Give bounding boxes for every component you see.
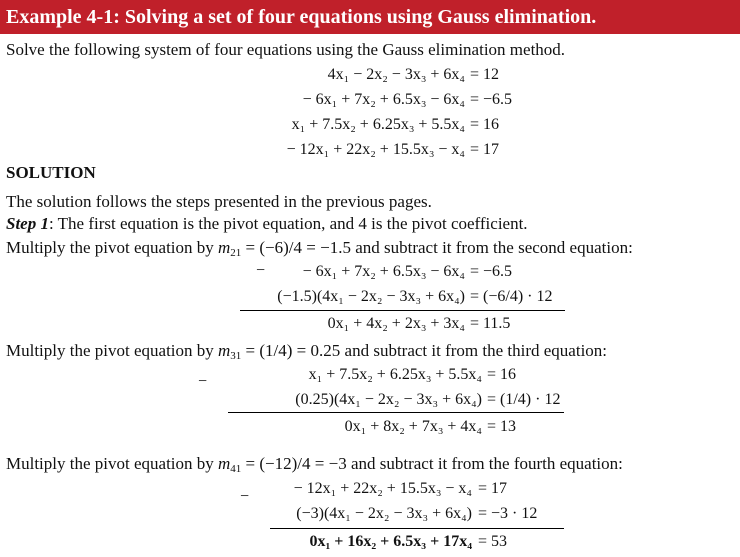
op-2-multiplier-expr: = (1/4) = 0.25	[241, 341, 341, 360]
op-3-multiplier-expr: = (−12)/4 = −3	[241, 454, 347, 473]
intro-text: Solve the following system of four equations using the Gauss elimination method.	[6, 40, 566, 59]
op-3-result-lhs: 0x₁ + 16x₂ + 6.5x₃ + 17x₄	[309, 533, 472, 550]
op-2-divider	[228, 412, 564, 413]
system-eq-1-lhs: 4x₁ − 2x₂ − 3x₃ + 6x₄	[327, 66, 465, 83]
op-2-row-1-rhs: = 16	[487, 366, 517, 383]
system-eq-1-rhs: = 12	[470, 66, 500, 83]
solution-heading: SOLUTION	[6, 163, 96, 182]
step-1-line	[6, 214, 528, 234]
op-2-result-rhs: = 13	[487, 418, 517, 435]
system-eq-3-rhs: = 16	[470, 116, 500, 133]
op-2-instruction	[6, 341, 607, 361]
op-2-result-lhs: 0x₁ + 8x₂ + 7x₃ + 4x₄	[344, 418, 482, 435]
op-1-row-1-rhs: = −6.5	[470, 263, 513, 280]
op-3-row-1-rhs: = 17	[478, 480, 508, 497]
op-3-row-2-rhs: = −3 · 12	[478, 505, 538, 522]
op-3-row-1-lhs: − 12x₁ + 22x₂ + 15.5x₃ − x₄	[293, 480, 472, 497]
system-eq-4-rhs: = 17	[470, 141, 500, 158]
op-2-row-2-lhs: (0.25)(4x₁ − 2x₂ − 3x₃ + 6x₄)	[295, 391, 482, 408]
op-3-divider	[270, 528, 564, 529]
op-1-row-2-rhs: = (−6/4) · 12	[470, 288, 553, 305]
op-1-instruction-post: and subtract it from the second equation:	[350, 238, 633, 257]
op-1-result-lhs: 0x₁ + 4x₂ + 2x₃ + 3x₄	[327, 315, 465, 332]
op-2-instruction-post: and subtract it from the third equation:	[340, 341, 608, 360]
solution-intro: The solution follows the steps presented in the previous pages.	[6, 192, 432, 211]
op-3-result-rhs: = 53	[478, 533, 508, 550]
op-3-row-2-lhs: (−3)(4x₁ − 2x₂ − 3x₃ + 6x₄)	[296, 505, 472, 522]
system-eq-3-lhs: x₁ + 7.5x₂ + 6.25x₃ + 5.5x₄	[291, 116, 465, 133]
system-eq-2-lhs: − 6x₁ + 7x₂ + 6.5x₃ − 6x₄	[302, 91, 465, 108]
op-3-instruction-post: and subtract it from the fourth equation:	[346, 454, 623, 473]
op-2-instruction-pre: Multiply the pivot equation by	[6, 341, 219, 360]
op-1-row-1-lhs: − 6x₁ + 7x₂ + 6.5x₃ − 6x₄	[302, 263, 465, 280]
op-2-multiplier: $m_{31}$	[218, 341, 242, 362]
op-2-row-1-lhs: x₁ + 7.5x₂ + 6.25x₃ + 5.5x₄	[308, 366, 482, 383]
op-1-instruction-pre: Multiply the pivot equation by	[6, 238, 219, 257]
step-1-text: : The first equation is the pivot equation, and 4 is the pivot coefficient.	[48, 214, 528, 233]
op-2-minus-sign: −	[198, 373, 208, 390]
op-1-multiplier: $m_{21}$	[218, 238, 242, 259]
op-3-multiplier: $m_{41}$	[218, 454, 242, 475]
op-3-minus-sign: −	[240, 488, 250, 505]
op-1-row-2-lhs: (−1.5)(4x₁ − 2x₂ − 3x₃ + 6x₄)	[277, 288, 465, 305]
example-title-bar	[0, 0, 740, 34]
op-1-multiplier-expr: = (−6)/4 = −1.5	[241, 238, 351, 257]
example-title: Example 4-1: Solving a set of four equations using Gauss elimination.	[6, 6, 597, 28]
op-1-result-rhs: = 11.5	[470, 315, 511, 332]
op-1-minus-sign: −	[256, 262, 266, 279]
op-2-row-2-rhs: = (1/4) · 12	[487, 391, 561, 408]
op-3-instruction	[6, 454, 623, 474]
step-1-label: Step 1	[6, 214, 49, 233]
op-3-instruction-pre: Multiply the pivot equation by	[6, 454, 219, 473]
system-eq-2-rhs: = −6.5	[470, 91, 513, 108]
op-1-instruction	[6, 238, 633, 258]
op-1-divider	[240, 310, 565, 311]
system-eq-4-lhs: − 12x₁ + 22x₂ + 15.5x₃ − x₄	[286, 141, 465, 158]
